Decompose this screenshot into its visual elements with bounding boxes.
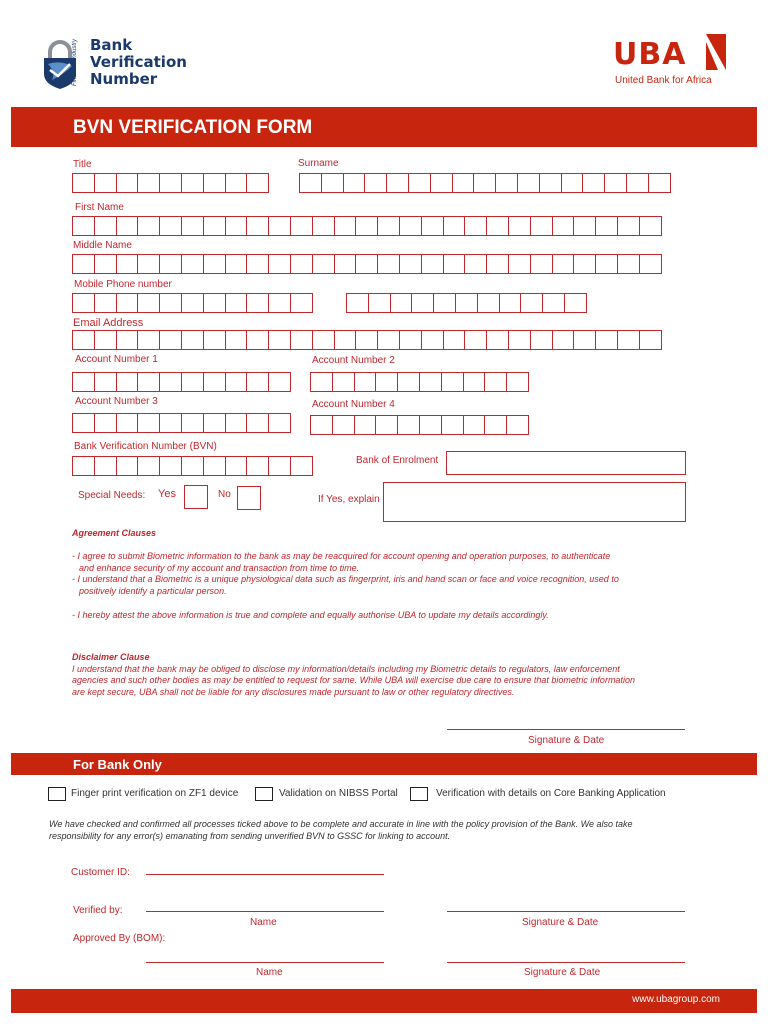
- email-boxes[interactable]: [72, 330, 661, 350]
- character-box[interactable]: [464, 216, 487, 236]
- character-box[interactable]: [290, 254, 313, 274]
- character-box[interactable]: [332, 372, 355, 392]
- middle-name-boxes[interactable]: [72, 254, 661, 274]
- character-box[interactable]: [225, 216, 248, 236]
- character-box[interactable]: [94, 372, 117, 392]
- character-box[interactable]: [355, 216, 378, 236]
- character-box[interactable]: [290, 456, 313, 476]
- character-box[interactable]: [137, 413, 160, 433]
- character-box[interactable]: [486, 330, 509, 350]
- if-yes-explain-label: If Yes, explain: [318, 494, 380, 505]
- character-box[interactable]: [626, 173, 649, 193]
- character-box[interactable]: [582, 173, 605, 193]
- character-box[interactable]: [268, 330, 291, 350]
- special-needs-label: Special Needs:: [78, 490, 146, 501]
- customer-signature-label: Signature & Date: [528, 735, 605, 746]
- character-box[interactable]: [399, 216, 422, 236]
- character-box[interactable]: [455, 293, 478, 313]
- character-box[interactable]: [312, 254, 335, 274]
- character-box[interactable]: [441, 415, 464, 435]
- uba-logo-mark-icon: [704, 32, 728, 72]
- special-needs-no-label: No: [218, 489, 231, 500]
- character-box[interactable]: [433, 293, 456, 313]
- check-fingerprint-box[interactable]: [48, 787, 66, 801]
- character-box[interactable]: [203, 173, 226, 193]
- character-box[interactable]: [473, 173, 496, 193]
- character-box[interactable]: [268, 456, 291, 476]
- mobile-phone-boxes-a[interactable]: [72, 293, 312, 313]
- disclaimer-line-3: are kept secure, UBA shall not be liable for any disclosures made pursuant to law or other regulatory directives.: [72, 686, 515, 697]
- bvn-logo-line-2: Verification: [90, 53, 187, 71]
- character-box[interactable]: [499, 293, 522, 313]
- character-box[interactable]: [617, 254, 640, 274]
- character-box[interactable]: [368, 293, 391, 313]
- character-box[interactable]: [72, 456, 95, 476]
- character-box[interactable]: [377, 216, 400, 236]
- character-box[interactable]: [116, 372, 139, 392]
- character-box[interactable]: [94, 293, 117, 313]
- character-box[interactable]: [452, 173, 475, 193]
- character-box[interactable]: [312, 330, 335, 350]
- character-box[interactable]: [116, 216, 139, 236]
- character-box[interactable]: [225, 456, 248, 476]
- check-fingerprint-label: Finger print verification on ZF1 device: [71, 788, 239, 799]
- approved-by-name-line[interactable]: [146, 962, 384, 963]
- character-box[interactable]: [72, 293, 95, 313]
- approved-by-signature-label: Signature & Date: [524, 967, 601, 978]
- character-box[interactable]: [290, 293, 313, 313]
- disclaimer-heading: Disclaimer Clause: [72, 652, 150, 662]
- character-box[interactable]: [312, 216, 335, 236]
- character-box[interactable]: [517, 173, 540, 193]
- character-box[interactable]: [225, 372, 248, 392]
- character-box[interactable]: [181, 173, 204, 193]
- character-box[interactable]: [290, 330, 313, 350]
- character-box[interactable]: [225, 173, 248, 193]
- character-box[interactable]: [246, 456, 269, 476]
- character-box[interactable]: [203, 413, 226, 433]
- character-box[interactable]: [72, 330, 95, 350]
- bank-of-enrolment-field[interactable]: [446, 451, 686, 475]
- surname-boxes[interactable]: [299, 173, 670, 193]
- character-box[interactable]: [246, 216, 269, 236]
- middle-name-label: Middle Name: [73, 240, 132, 251]
- character-box[interactable]: [116, 254, 139, 274]
- agreement-heading: Agreement Clauses: [72, 528, 157, 538]
- title-boxes[interactable]: [72, 173, 268, 193]
- character-box[interactable]: [268, 216, 291, 236]
- character-box[interactable]: [617, 330, 640, 350]
- character-box[interactable]: [299, 173, 322, 193]
- verified-by-signature-label: Signature & Date: [522, 917, 599, 928]
- character-box[interactable]: [463, 372, 486, 392]
- character-box[interactable]: [159, 173, 182, 193]
- character-box[interactable]: [246, 254, 269, 274]
- character-box[interactable]: [94, 456, 117, 476]
- account-2-label: Account Number 2: [312, 355, 395, 366]
- uba-logo-wordmark: UBA: [613, 37, 687, 72]
- character-box[interactable]: [159, 456, 182, 476]
- character-box[interactable]: [375, 372, 398, 392]
- disclaimer-line-1: I understand that the bank may be obliged to disclose my information/details including my Biometric details to regulators, law enforcement: [72, 663, 620, 674]
- character-box[interactable]: [486, 216, 509, 236]
- character-box[interactable]: [225, 293, 248, 313]
- character-box[interactable]: [386, 173, 409, 193]
- agreement-item-1: [72, 551, 702, 597]
- uba-tagline: United Bank for Africa: [615, 75, 712, 86]
- bank-of-enrolment-label: Bank of Enrolment: [356, 455, 439, 466]
- character-box[interactable]: [354, 372, 377, 392]
- character-box[interactable]: [94, 173, 117, 193]
- bvn-boxes[interactable]: [72, 456, 312, 476]
- character-box[interactable]: [508, 216, 531, 236]
- character-box[interactable]: [334, 216, 357, 236]
- character-box[interactable]: [203, 330, 226, 350]
- character-box[interactable]: [399, 254, 422, 274]
- character-box[interactable]: [343, 173, 366, 193]
- character-box[interactable]: [137, 254, 160, 274]
- character-box[interactable]: [506, 372, 529, 392]
- account-2-boxes[interactable]: [310, 372, 528, 392]
- character-box[interactable]: [484, 372, 507, 392]
- character-box[interactable]: [225, 254, 248, 274]
- character-box[interactable]: [159, 254, 182, 274]
- character-box[interactable]: [573, 216, 596, 236]
- bank-only-band: [11, 753, 757, 775]
- character-box[interactable]: [390, 293, 413, 313]
- character-box[interactable]: [137, 330, 160, 350]
- character-box[interactable]: [377, 330, 400, 350]
- character-box[interactable]: [137, 372, 160, 392]
- character-box[interactable]: [354, 415, 377, 435]
- character-box[interactable]: [443, 330, 466, 350]
- character-box[interactable]: [268, 293, 291, 313]
- character-box[interactable]: [377, 254, 400, 274]
- character-box[interactable]: [246, 413, 269, 433]
- character-box[interactable]: [137, 293, 160, 313]
- character-box[interactable]: [639, 330, 662, 350]
- character-box[interactable]: [464, 254, 487, 274]
- character-box[interactable]: [181, 330, 204, 350]
- verified-by-label: Verified by:: [73, 905, 123, 916]
- character-box[interactable]: [268, 372, 291, 392]
- account-4-boxes[interactable]: [310, 415, 528, 435]
- character-box[interactable]: [346, 293, 369, 313]
- character-box[interactable]: [246, 173, 269, 193]
- agreement-item-1-line-2: and enhance security of my account and transaction from time to time.: [79, 562, 360, 573]
- character-box[interactable]: [181, 413, 204, 433]
- approved-by-name-label: Name: [256, 967, 283, 978]
- character-box[interactable]: [72, 254, 95, 274]
- character-box[interactable]: [332, 415, 355, 435]
- character-box[interactable]: [290, 216, 313, 236]
- title-label: Title: [73, 159, 92, 170]
- character-box[interactable]: [116, 413, 139, 433]
- character-box[interactable]: [573, 254, 596, 274]
- special-needs-no-box[interactable]: [237, 486, 261, 510]
- character-box[interactable]: [334, 254, 357, 274]
- character-box[interactable]: [159, 372, 182, 392]
- character-box[interactable]: [181, 254, 204, 274]
- footer-url[interactable]: www.ubagroup.com: [632, 994, 720, 1005]
- character-box[interactable]: [203, 372, 226, 392]
- character-box[interactable]: [648, 173, 671, 193]
- agreement-clauses: [72, 528, 702, 540]
- character-box[interactable]: [443, 216, 466, 236]
- bank-statement-line-1: We have checked and confirmed all processes ticked above to be complete and accurate in line with the policy provision of the Bank. We also take: [49, 819, 633, 829]
- disclaimer-clause: [72, 652, 702, 698]
- character-box[interactable]: [430, 173, 453, 193]
- character-box[interactable]: [225, 413, 248, 433]
- if-yes-explain-field[interactable]: [383, 482, 686, 522]
- character-box[interactable]: [355, 330, 378, 350]
- character-box[interactable]: [159, 413, 182, 433]
- character-box[interactable]: [464, 330, 487, 350]
- character-box[interactable]: [564, 293, 587, 313]
- customer-id-label: Customer ID:: [71, 867, 130, 878]
- character-box[interactable]: [225, 330, 248, 350]
- character-box[interactable]: [539, 173, 562, 193]
- mobile-phone-boxes-b[interactable]: [346, 293, 586, 313]
- character-box[interactable]: [94, 254, 117, 274]
- character-box[interactable]: [137, 173, 160, 193]
- character-box[interactable]: [443, 254, 466, 274]
- character-box[interactable]: [595, 330, 618, 350]
- character-box[interactable]: [595, 216, 618, 236]
- character-box[interactable]: [573, 330, 596, 350]
- verified-by-name-label: Name: [250, 917, 277, 928]
- character-box[interactable]: [530, 330, 553, 350]
- customer-signature-line[interactable]: [447, 729, 685, 730]
- customer-id-line[interactable]: [146, 874, 384, 875]
- bvn-logo: [42, 38, 222, 92]
- character-box[interactable]: [159, 293, 182, 313]
- character-box[interactable]: [203, 293, 226, 313]
- special-needs-yes-label: Yes: [158, 488, 176, 500]
- account-1-boxes[interactable]: [72, 372, 290, 392]
- character-box[interactable]: [477, 293, 500, 313]
- bvn-logo-vertical-text: Financial Industry: [72, 38, 78, 86]
- verified-by-signature-line[interactable]: [447, 911, 685, 912]
- character-box[interactable]: [246, 372, 269, 392]
- approved-by-signature-line[interactable]: [447, 962, 685, 963]
- character-box[interactable]: [72, 216, 95, 236]
- character-box[interactable]: [159, 216, 182, 236]
- bvn-label: Bank Verification Number (BVN): [74, 441, 217, 452]
- character-box[interactable]: [375, 415, 398, 435]
- character-box[interactable]: [421, 330, 444, 350]
- character-box[interactable]: [334, 330, 357, 350]
- character-box[interactable]: [399, 330, 422, 350]
- first-name-boxes[interactable]: [72, 216, 661, 236]
- agreement-item-2-line-2: positively identify a particular person.: [79, 585, 227, 596]
- character-box[interactable]: [604, 173, 627, 193]
- bank-only-title: For Bank Only: [73, 757, 162, 772]
- character-box[interactable]: [419, 372, 442, 392]
- character-box[interactable]: [463, 415, 486, 435]
- character-box[interactable]: [552, 254, 575, 274]
- character-box[interactable]: [530, 216, 553, 236]
- special-needs-yes-box[interactable]: [184, 485, 208, 509]
- character-box[interactable]: [508, 254, 531, 274]
- character-box[interactable]: [495, 173, 518, 193]
- character-box[interactable]: [397, 372, 420, 392]
- character-box[interactable]: [181, 456, 204, 476]
- approved-by-label: Approved By (BOM):: [73, 933, 166, 944]
- account-3-boxes[interactable]: [72, 413, 290, 433]
- character-box[interactable]: [441, 372, 464, 392]
- check-nibss-label: Validation on NIBSS Portal: [279, 788, 398, 799]
- character-box[interactable]: [203, 216, 226, 236]
- character-box[interactable]: [506, 415, 529, 435]
- character-box[interactable]: [639, 254, 662, 274]
- character-box[interactable]: [411, 293, 434, 313]
- check-core-banking-box[interactable]: [410, 787, 428, 801]
- character-box[interactable]: [116, 293, 139, 313]
- character-box[interactable]: [137, 456, 160, 476]
- footer-band: [11, 989, 757, 1013]
- bank-statement-line-2: responsibility for any error(s) emanating from sending unverified BVN to GSSC for linking to account.: [49, 830, 451, 841]
- character-box[interactable]: [419, 415, 442, 435]
- character-box[interactable]: [72, 413, 95, 433]
- disclaimer-line-2: agencies and such other bodies as may be entitled to request for same. While UBA will exercise due care to ensure that biometric information: [72, 675, 635, 686]
- character-box[interactable]: [542, 293, 565, 313]
- character-box[interactable]: [595, 254, 618, 274]
- character-box[interactable]: [484, 415, 507, 435]
- character-box[interactable]: [181, 372, 204, 392]
- verified-by-name-line[interactable]: [146, 911, 384, 912]
- character-box[interactable]: [181, 216, 204, 236]
- character-box[interactable]: [321, 173, 344, 193]
- check-nibss-box[interactable]: [255, 787, 273, 801]
- mobile-phone-label: Mobile Phone number: [74, 279, 172, 290]
- account-4-label: Account Number 4: [312, 399, 395, 410]
- bank-statement: [49, 819, 729, 842]
- character-box[interactable]: [94, 413, 117, 433]
- character-box[interactable]: [203, 456, 226, 476]
- account-3-label: Account Number 3: [75, 396, 158, 407]
- surname-label: Surname: [298, 158, 339, 169]
- bvn-logo-line-3: Number: [90, 70, 158, 88]
- character-box[interactable]: [508, 330, 531, 350]
- character-box[interactable]: [137, 216, 160, 236]
- character-box[interactable]: [617, 216, 640, 236]
- character-box[interactable]: [116, 330, 139, 350]
- character-box[interactable]: [561, 173, 584, 193]
- agreement-item-2-line-1: - I understand that a Biometric is a unique physiological data such as fingerprint, iris and hand scan or face and voice recognition, used to: [72, 574, 619, 585]
- account-1-label: Account Number 1: [75, 354, 158, 365]
- character-box[interactable]: [181, 293, 204, 313]
- character-box[interactable]: [116, 456, 139, 476]
- character-box[interactable]: [159, 330, 182, 350]
- character-box[interactable]: [203, 254, 226, 274]
- character-box[interactable]: [355, 254, 378, 274]
- character-box[interactable]: [408, 173, 431, 193]
- agreement-item-3: - I hereby attest the above information is true and complete and equally authorise UBA to update my details accordingly.: [72, 610, 549, 620]
- agreement-item-1-line-1: - I agree to submit Biometric information to the bank as may be reacquired for account opening and operation purposes, to authenticate: [72, 551, 611, 561]
- character-box[interactable]: [94, 330, 117, 350]
- check-core-banking-label: Verification with details on Core Banking Application: [436, 788, 666, 799]
- character-box[interactable]: [421, 216, 444, 236]
- character-box[interactable]: [397, 415, 420, 435]
- character-box[interactable]: [246, 330, 269, 350]
- character-box[interactable]: [530, 254, 553, 274]
- character-box[interactable]: [310, 415, 333, 435]
- character-box[interactable]: [486, 254, 509, 274]
- character-box[interactable]: [116, 173, 139, 193]
- character-box[interactable]: [520, 293, 543, 313]
- character-box[interactable]: [72, 173, 95, 193]
- character-box[interactable]: [552, 216, 575, 236]
- character-box[interactable]: [268, 254, 291, 274]
- form-title: BVN VERIFICATION FORM: [73, 117, 313, 138]
- first-name-label: First Name: [75, 202, 124, 213]
- character-box[interactable]: [94, 216, 117, 236]
- email-label: Email Address: [73, 317, 144, 329]
- character-box[interactable]: [72, 372, 95, 392]
- character-box[interactable]: [421, 254, 444, 274]
- uba-logo: [610, 32, 730, 88]
- character-box[interactable]: [552, 330, 575, 350]
- form-title-band: [11, 107, 757, 147]
- character-box[interactable]: [246, 293, 269, 313]
- character-box[interactable]: [310, 372, 333, 392]
- bvn-logo-line-1: Bank: [90, 36, 133, 54]
- character-box[interactable]: [364, 173, 387, 193]
- character-box[interactable]: [639, 216, 662, 236]
- character-box[interactable]: [268, 413, 291, 433]
